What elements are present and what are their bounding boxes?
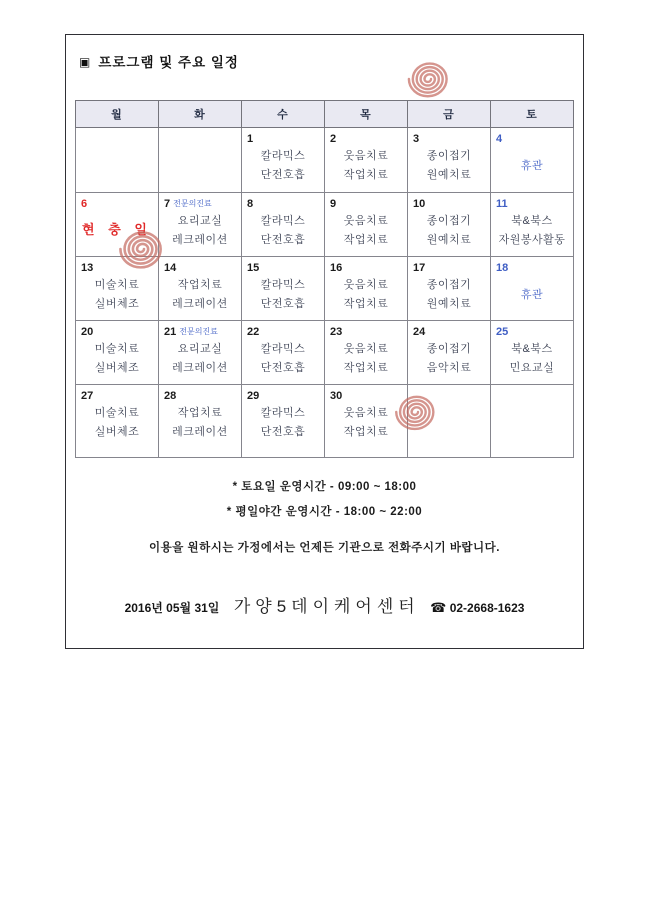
issue-date: 2016년 05월 31일: [124, 601, 220, 615]
activity-label: 레크레이션: [172, 298, 228, 310]
calendar-cell: [242, 321, 325, 385]
date-number: 30: [330, 390, 343, 402]
calendar-cell: [325, 385, 408, 458]
calendar-cell: [76, 128, 159, 193]
date-number: 7: [164, 198, 171, 210]
date-number: 4: [496, 133, 503, 145]
activity-label: 작업치료: [343, 169, 389, 181]
activity-label: 휴관: [520, 289, 544, 301]
activity-list: [242, 276, 324, 314]
date-number: 13: [81, 262, 94, 274]
activity-list: [325, 340, 407, 378]
activity-list: [491, 212, 573, 250]
activity-list: [159, 276, 241, 314]
contact-note: 이용을 원하시는 가정에서는 언제든 기관으로 전화주시기 바랍니다.: [149, 542, 500, 554]
activity-label: 웃음치료: [343, 343, 389, 355]
activity-label: 원예치료: [426, 234, 472, 246]
calendar-cell: [491, 193, 574, 257]
activity-label: 단전호흡: [260, 362, 306, 374]
activity-list: [325, 147, 407, 185]
date-number: 17: [413, 262, 426, 274]
activity-label: 미술치료: [94, 279, 140, 291]
activity-label: 칼라믹스: [260, 279, 306, 291]
square-bullet-icon: ▣: [79, 55, 92, 69]
page-title: [79, 51, 239, 71]
date-number: 24: [413, 326, 426, 338]
calendar-day-header: 월: [76, 101, 159, 128]
activity-label: 단전호흡: [260, 426, 306, 438]
activity-label: 칼라믹스: [260, 150, 306, 162]
calendar-cell: [159, 193, 242, 257]
date-number: 16: [330, 262, 343, 274]
activity-label: 미술치료: [94, 407, 140, 419]
phone-icon: ☎: [430, 600, 447, 615]
calendar-cell: [408, 128, 491, 193]
activity-label: 작업치료: [343, 298, 389, 310]
phone-number: 02-2668-1623: [449, 601, 525, 615]
date-number: 10: [413, 198, 426, 210]
calendar-cell: [325, 321, 408, 385]
activity-label: 북&북스: [511, 343, 553, 355]
phone-contact: [430, 601, 524, 615]
date-number: 25: [496, 326, 509, 338]
activity-list: [491, 286, 573, 305]
calendar-cell: [491, 385, 574, 458]
calendar-cell: [325, 257, 408, 321]
calendar-day-header: 금: [408, 101, 491, 128]
calendar-cell: [491, 257, 574, 321]
calendar-week-row: [76, 257, 574, 321]
activity-label: 웃음치료: [343, 279, 389, 291]
activity-label: 북&북스: [511, 215, 553, 227]
activity-label: 실버체조: [94, 426, 140, 438]
activity-label: 자원봉사활동: [498, 234, 566, 246]
activity-list: [408, 212, 490, 250]
activity-label: 단전호흡: [260, 169, 306, 181]
date-number: 15: [247, 262, 260, 274]
page-border-frame: [65, 34, 584, 649]
activity-label: 원예치료: [426, 298, 472, 310]
calendar-cell: [76, 321, 159, 385]
activity-label: 레크레이션: [172, 426, 228, 438]
holiday-label: [76, 220, 158, 239]
activity-list: [491, 340, 573, 378]
date-number: 3: [413, 133, 420, 145]
calendar-cell: [76, 257, 159, 321]
activity-list: [76, 340, 158, 378]
activity-list: [76, 276, 158, 314]
activity-label: 실버체조: [94, 362, 140, 374]
calendar-cell: [242, 257, 325, 321]
activity-list: [325, 212, 407, 250]
calendar-cell: [159, 385, 242, 458]
activity-label: 종이접기: [426, 150, 472, 162]
date-number: 2: [330, 133, 337, 145]
calendar-cell: [408, 385, 491, 458]
activity-label: 레크레이션: [172, 362, 228, 374]
calendar-week-row: [76, 128, 574, 193]
calendar-cell: [242, 193, 325, 257]
activity-list: [408, 340, 490, 378]
activity-label: 작업치료: [343, 362, 389, 374]
date-number: 14: [164, 262, 177, 274]
date-number: 11: [496, 198, 508, 210]
footer-line: [66, 592, 583, 617]
calendar-cell: [242, 128, 325, 193]
activity-label: 웃음치료: [343, 150, 389, 162]
activity-list: [159, 340, 241, 378]
date-number: 1: [247, 133, 254, 145]
activity-label: 작업치료: [343, 234, 389, 246]
date-number: 23: [330, 326, 343, 338]
schedule-calendar: [75, 100, 574, 458]
calendar-week-row: [76, 385, 574, 458]
activity-label: 레크레이션: [172, 234, 228, 246]
activity-label: 칼라믹스: [260, 407, 306, 419]
activity-list: [242, 404, 324, 442]
activity-label: 원예치료: [426, 169, 472, 181]
calendar-cell: [76, 385, 159, 458]
calendar-cell: [408, 193, 491, 257]
activity-list: [408, 147, 490, 185]
date-number: 29: [247, 390, 260, 402]
activity-list: [491, 157, 573, 176]
activity-label: 미술치료: [94, 343, 140, 355]
calendar-cell: [408, 257, 491, 321]
calendar-body: [76, 128, 574, 458]
calendar-cell: [159, 321, 242, 385]
calendar-cell: [325, 128, 408, 193]
activity-label: 음악치료: [426, 362, 472, 374]
calendar-day-header: 수: [242, 101, 325, 128]
activity-label: 칼라믹스: [260, 215, 306, 227]
calendar-cell: [242, 385, 325, 458]
date-number: 22: [247, 326, 260, 338]
center-name: 가양5데이케어센터: [233, 597, 420, 616]
date-number: 8: [247, 198, 254, 210]
activity-label: 종이접기: [426, 343, 472, 355]
saturday-hours-note: * 토요일 운영시간 - 09:00 ~ 18:00: [232, 481, 417, 493]
calendar-header-row: [76, 101, 574, 128]
activity-list: [408, 276, 490, 314]
activity-label: 단전호흡: [260, 298, 306, 310]
calendar-cell: [491, 321, 574, 385]
page-title-text: 프로그램 및 주요 일정: [98, 55, 239, 70]
date-number: 28: [164, 390, 177, 402]
activity-list: [76, 404, 158, 442]
calendar-day-header: 목: [325, 101, 408, 128]
activity-label: 현 충 일: [82, 222, 152, 237]
calendar-week-row: [76, 321, 574, 385]
calendar-week-row: [76, 193, 574, 257]
date-number: 27: [81, 390, 94, 402]
date-number: 20: [81, 326, 94, 338]
operating-hours-notes: [66, 475, 583, 525]
activity-label: 웃음치료: [343, 215, 389, 227]
activity-label: 휴관: [520, 160, 544, 172]
activity-label: 작업치료: [177, 407, 223, 419]
activity-label: 요리교실: [177, 215, 223, 227]
weeknight-hours-note: * 평일야간 운영시간 - 18:00 ~ 22:00: [226, 506, 423, 518]
activity-list: [242, 340, 324, 378]
activity-list: [325, 276, 407, 314]
calendar-day-header: 토: [491, 101, 574, 128]
date-number: 9: [330, 198, 337, 210]
activity-label: 요리교실: [177, 343, 223, 355]
calendar-cell: [159, 257, 242, 321]
activity-label: 종이접기: [426, 215, 472, 227]
doctor-visit-badge: 전문의진료: [173, 199, 212, 208]
calendar-cell: [76, 193, 159, 257]
activity-list: [159, 404, 241, 442]
date-number: 18: [496, 262, 509, 274]
spiral-stamp-icon: [405, 54, 457, 104]
activity-label: 웃음치료: [343, 407, 389, 419]
activity-label: 종이접기: [426, 279, 472, 291]
calendar-cell: [325, 193, 408, 257]
calendar-day-header: 화: [159, 101, 242, 128]
activity-label: 칼라믹스: [260, 343, 306, 355]
activity-list: [159, 212, 241, 250]
calendar-cell: [491, 128, 574, 193]
activity-label: 작업치료: [177, 279, 223, 291]
activity-label: 실버체조: [94, 298, 140, 310]
activity-list: [242, 147, 324, 185]
date-number: 6: [81, 198, 88, 210]
activity-label: 단전호흡: [260, 234, 306, 246]
activity-list: [242, 212, 324, 250]
activity-label: 민요교실: [509, 362, 555, 374]
activity-list: [325, 404, 407, 442]
date-number: 21: [164, 326, 177, 338]
calendar-cell: [159, 128, 242, 193]
calendar-cell: [408, 321, 491, 385]
activity-label: 작업치료: [343, 426, 389, 438]
doctor-visit-badge: 전문의진료: [179, 327, 218, 336]
